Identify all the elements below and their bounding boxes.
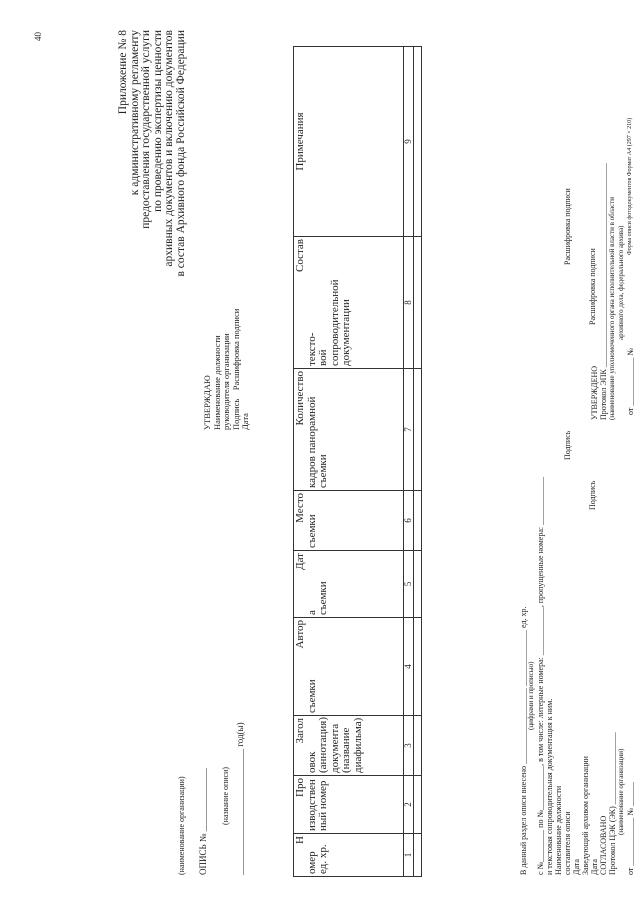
footer-total-caption: (цифрами и прописью) (527, 661, 535, 730)
header-cell: Состав тексто- вой сопроводительной документации (294, 237, 404, 369)
number-cell: 4 (404, 618, 414, 716)
header-cell: Про изводствен ный номер (294, 776, 404, 834)
header-cell: Н омер ед. хр. (294, 834, 404, 877)
compiler-position-2: составителя описи (563, 811, 572, 875)
header-cell: Количество кадров панорамной съемки (294, 369, 404, 491)
epk-from-line: от ____________ № (626, 347, 635, 415)
approve-title: УТВЕРЖДАЮ (202, 375, 212, 430)
archive-date: Дата (590, 859, 599, 875)
number-cell: 2 (404, 776, 414, 834)
opis-table (293, 46, 422, 877)
org-caption: (наименование организации) (617, 748, 625, 835)
table-empty-row (414, 47, 422, 877)
approve-signature-line: Подпись Расшифровка подписи (230, 308, 241, 430)
approved-title: УТВЕРЖДЕНО (590, 365, 599, 420)
protocol-cek: Протокол ЦЭК (ЭК) __________________ (608, 732, 617, 875)
years-line: ____________________________ год(ы) (235, 722, 245, 875)
number-cell: 3 (404, 716, 414, 776)
appendix-line: предоставления государственной услуги (140, 30, 153, 229)
approve-date: Дата (240, 413, 250, 430)
archive-signature: Подпись (588, 480, 597, 510)
footer-docs-line: и текстовая сопроводительная документация к ним. (545, 698, 554, 875)
footer-range-line: с №________ по №___________, в том числе: литерные номера: ____________, пропущенные номера: ____________ (536, 476, 545, 875)
number-cell: 1 (404, 834, 414, 877)
header-cell: Место съемки (294, 491, 404, 551)
cek-from-line: от ____________ № ______ (626, 781, 635, 875)
archive-decoding: Расшифровка подписи (588, 248, 597, 325)
table-header-row (294, 47, 404, 877)
appendix-line: по проведению экспертизы ценности (151, 30, 164, 212)
appendix-line: к административному регламенту (128, 30, 141, 196)
appendix-line: в состав Архивного фонда Российской Федерации (174, 30, 187, 277)
page-number: 40 (33, 32, 43, 41)
agreed-title: СОГЛАСОВАНО (599, 815, 608, 875)
header-cell: Примечания (294, 47, 404, 237)
number-cell: 9 (404, 47, 414, 237)
compiler-position: Наименование должности (554, 785, 563, 875)
header-cell: Автор съемки (294, 618, 404, 716)
number-cell: 5 (404, 551, 414, 618)
form-note: Форма описи фотодокументов Формат А4 (297 × 210) (627, 117, 633, 255)
number-cell: 6 (404, 491, 414, 551)
number-cell: 7 (404, 369, 414, 491)
org-name-caption: (наименование организации) (177, 776, 186, 875)
appendix-block (118, 30, 188, 340)
opis-name-caption: (название описи) (221, 766, 230, 825)
header-cell: Дат а съемки (294, 551, 404, 618)
number-cell: 8 (404, 237, 414, 369)
opis-title: ОПИСЬ № ______________ (198, 768, 208, 875)
header-cell: Загол овок (аннотация) документа (название диафильма) (294, 716, 404, 776)
compiler-date: Дата (572, 859, 581, 875)
compiler-decoding: Расшифровка подписи (563, 188, 572, 265)
footer-total-line: В данный раздел описи внесено ___________________ ______________ ед. хр. (519, 606, 528, 875)
compiler-signature: Подпись (563, 430, 572, 460)
epk-caption-2: архивного дела, федерального архива) (617, 225, 625, 340)
appendix-line: Приложение № 8 (117, 30, 129, 115)
approve-position-line: Наименование должности (211, 335, 222, 430)
approve-position-line: руководителя организации (221, 333, 231, 430)
epk-caption: (наименование уполномоченного органа исполнительной власти в области (608, 196, 616, 420)
approve-block (203, 309, 251, 430)
appendix-line: архивных документов и включению документов (163, 30, 176, 267)
table-number-row (404, 47, 414, 877)
protocol-epk: Протокол ЭПК ___________________________________________________ (599, 163, 608, 420)
archive-head: Заведующий архивом организации (581, 756, 590, 875)
